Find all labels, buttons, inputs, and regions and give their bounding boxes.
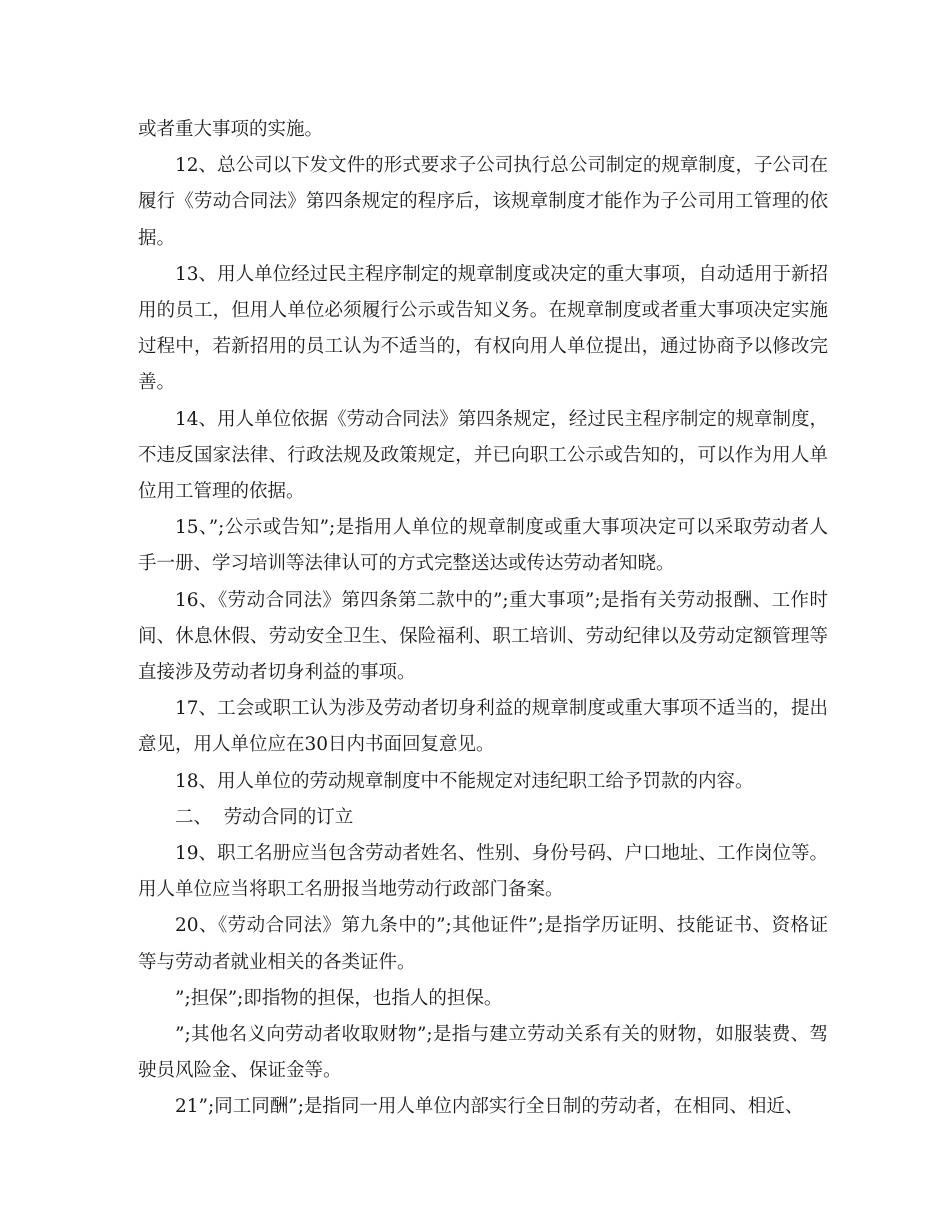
clause-13: 13、用人单位经过民主程序制定的规章制度或决定的重大事项，自动适用于新招用的员工，但用人单位必须履行公示或告知义务。在规章制度或者重大事项决定实施过程中，若新招用的员工认为不适当的，有权向用人单位提出，通过协商予以修改完善。 [138, 263, 828, 394]
clause-15: 15、”;公示或告知”;是指用人单位的规章制度或重大事项决定可以采取劳动者人手一册、学习培训等法律认可的方式完整送达或传达劳动者知晓。 [138, 517, 828, 575]
clause-20-guarantee: ”;担保”;即指物的担保，也指人的担保。 [175, 987, 503, 1009]
clause-12: 12、总公司以下发文件的形式要求子公司执行总公司制定的规章制度，子公司在履行《劳动合同法》第四条规定的程序后，该规章制度才能作为子公司用工管理的依据。 [138, 155, 828, 249]
section-heading: 二、 劳动合同的订立 [175, 806, 354, 828]
clause-20: 20、《劳动合同法》第九条中的”;其他证件”;是指学历证明、技能证书、资格证等与劳动者就业相关的各类证件。 [138, 915, 828, 973]
clause-16: 16、《劳动合同法》第四条第二款中的”;重大事项”;是指有关劳动报酬、工作时间、休息休假、劳动安全卫生、保险福利、职工培训、劳动纪律以及劳动定额管理等直接涉及劳动者切身利益的事项。 [138, 589, 828, 684]
clause-17: 17、工会或职工认为涉及劳动者切身利益的规章制度或重大事项不适当的，提出意见，用人单位应在30日内书面回复意见。 [138, 698, 828, 756]
clause-21: 21”;同工同酬”;是指同一用人单位内部实行全日制的劳动者，在相同、相近、 [175, 1096, 804, 1118]
clause-18: 18、用人单位的劳动规章制度中不能规定对违纪职工给予罚款的内容。 [175, 770, 754, 792]
paragraph-continuation: 或者重大事项的实施。 [138, 119, 324, 140]
clause-20-property: ”;其他名义向劳动者收取财物”;是指与建立劳动关系有关的财物，如服装费、驾驶员风险金、保证金等。 [138, 1024, 828, 1082]
clause-14: 14、用人单位依据《劳动合同法》第四条规定，经过民主程序制定的规章制度，不违反国家法律、行政法规及政策规定，并已向职工公示或告知的，可以作为用人单位用工管理的依据。 [138, 408, 828, 503]
document-body [138, 112, 828, 1126]
clause-19: 19、职工名册应当包含劳动者姓名、性别、身份号码、户口地址、工作岗位等。用人单位应当将职工名册报当地劳动行政部门备案。 [138, 843, 828, 901]
